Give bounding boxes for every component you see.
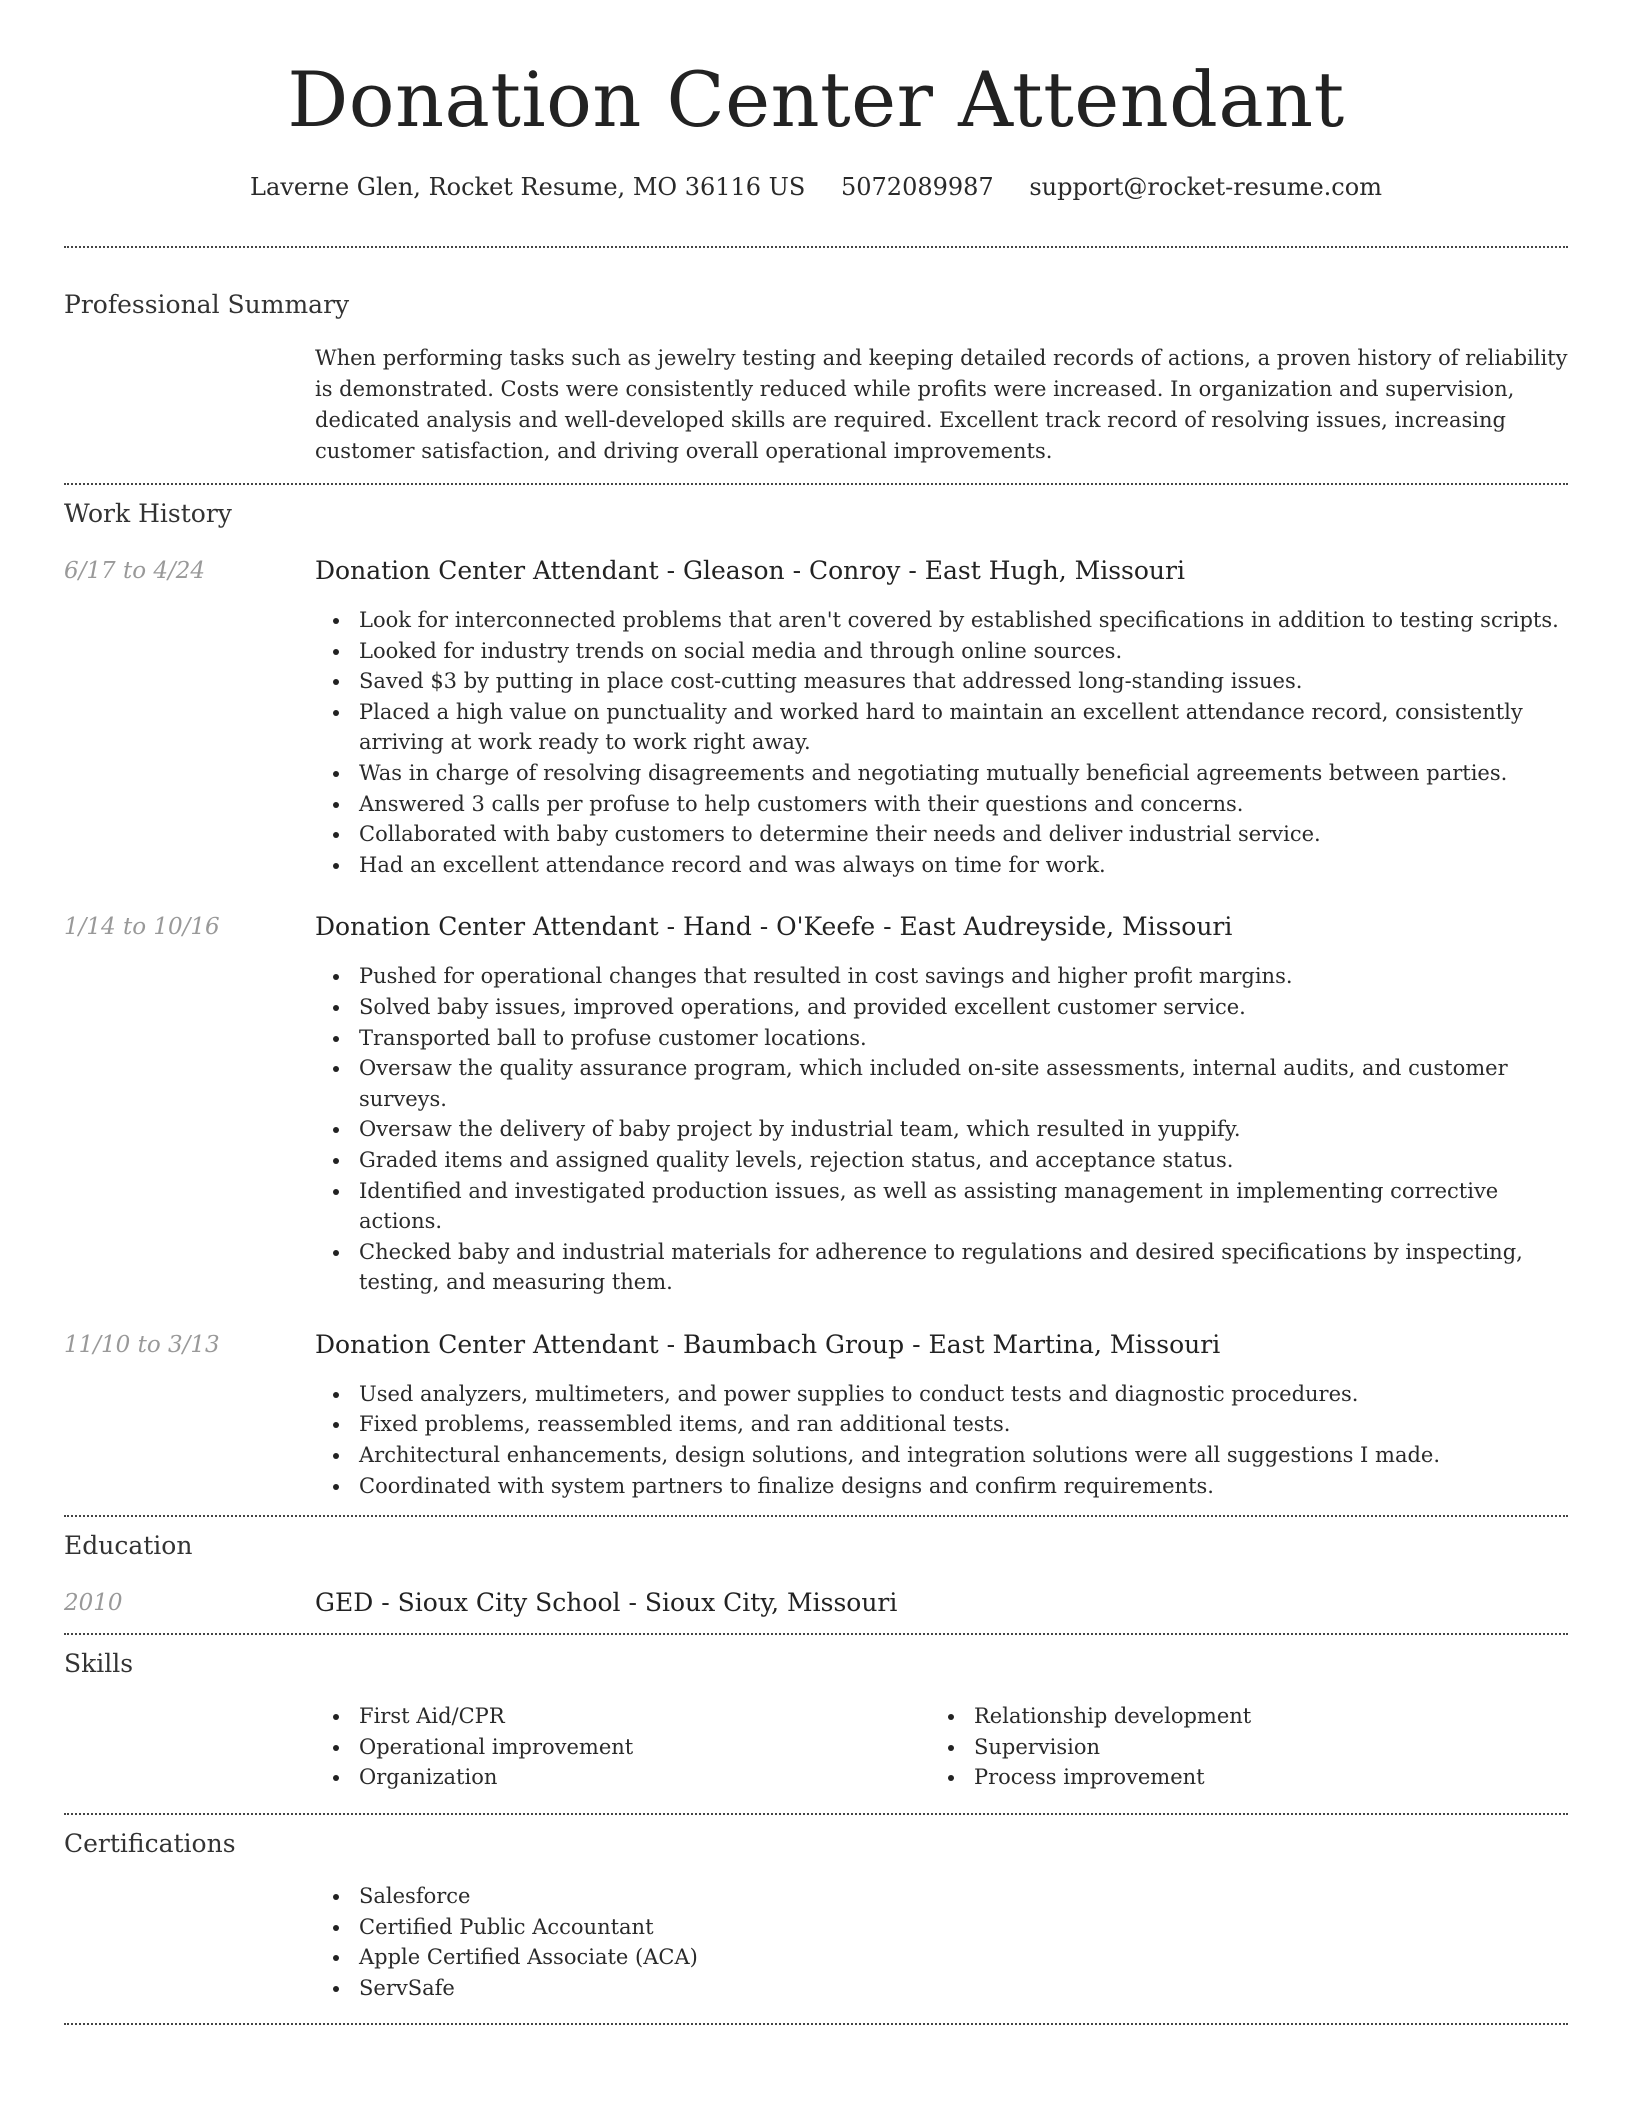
section-title-summary: Professional Summary [64, 290, 350, 319]
list-item: Organization [315, 1762, 930, 1793]
skills-left-spacer [64, 1701, 315, 1793]
certifications-row [64, 1881, 1568, 2003]
divider [64, 1813, 1568, 1815]
list-item: Looked for industry trends on social media and through online sources. [315, 636, 1568, 667]
job-heading: Donation Center Attendant - Gleason - Conroy - East Hugh, Missouri [315, 556, 1185, 585]
list-item: Collaborated with baby customers to determine their needs and deliver industrial service. [315, 819, 1568, 850]
list-item: Architectural enhancements, design solutions, and integration solutions were all suggestions I made. [315, 1440, 1568, 1471]
list-item: Process improvement [930, 1762, 1545, 1793]
list-item: Had an excellent attendance record and was always on time for work. [315, 850, 1568, 881]
section-title-certifications: Certifications [64, 1829, 236, 1859]
list-item: Placed a high value on punctuality and worked hard to maintain an excellent attendance record, consistently arriving at work ready to work right away. [315, 697, 1568, 758]
list-item: Coordinated with system partners to finalize designs and confirm requirements. [315, 1471, 1568, 1502]
contact-address: Laverne Glen, Rocket Resume, MO 36116 US [250, 173, 806, 201]
contact-line [64, 170, 1568, 204]
list-item: Relationship development [930, 1701, 1545, 1732]
divider [64, 2023, 1568, 2025]
list-item: Operational improvement [315, 1732, 930, 1763]
list-item: Graded items and assigned quality levels, rejection status, and acceptance status. [315, 1145, 1568, 1176]
divider [64, 246, 1568, 248]
list-item: Look for interconnected problems that aren't covered by established specifications in addition to testing scripts. [315, 605, 1568, 636]
summary-text: When performing tasks such as jewelry testing and keeping detailed records of actions, a proven history of reliability is demonstrated. Costs were consistently reduced while profits were increased. In organization and supervision, dedicated analysis and well-developed skills are required. Excellent track record of resolving issues, increasing customer satisfaction, and driving overall operational improvements. [315, 346, 1568, 463]
list-item: Apple Certified Associate (ACA) [315, 1942, 1568, 1973]
list-item: Salesforce [315, 1881, 1568, 1912]
certifications-left-spacer [64, 1881, 315, 2003]
resume-title: Donation Center Attendant [287, 55, 1345, 144]
skills-row [64, 1701, 1568, 1793]
list-item: Solved baby issues, improved operations, and provided excellent customer service. [315, 992, 1568, 1023]
certifications-list [315, 1881, 1568, 2003]
resume-page [64, 0, 1568, 2025]
list-item: Used analyzers, multimeters, and power supplies to conduct tests and diagnostic procedures. [315, 1379, 1568, 1410]
list-item: Answered 3 calls per profuse to help customers with their questions and concerns. [315, 789, 1568, 820]
job-dates: 6/17 to 4/24 [64, 558, 206, 584]
job-entry [64, 1329, 1568, 1501]
skills-list-left [315, 1701, 930, 1793]
job-bullets [315, 961, 1568, 1298]
education-year: 2010 [64, 1590, 123, 1617]
list-item: Checked baby and industrial materials for adherence to regulations and desired specifications by inspecting, testing, and measuring them. [315, 1237, 1568, 1298]
section-title-education: Education [64, 1531, 193, 1561]
list-item: First Aid/CPR [315, 1701, 930, 1732]
contact-email: support@rocket-resume.com [1029, 173, 1382, 201]
divider [64, 483, 1568, 485]
job-heading: Donation Center Attendant - Hand - O'Keefe - East Audreyside, Missouri [315, 912, 1233, 942]
list-item: ServSafe [315, 1973, 1568, 2004]
divider [64, 1515, 1568, 1517]
job-dates: 1/14 to 10/16 [64, 914, 220, 941]
job-heading: Donation Center Attendant - Baumbach Group - East Martina, Missouri [315, 1329, 1221, 1359]
skills-list-right [930, 1701, 1545, 1793]
section-title-skills: Skills [64, 1649, 134, 1679]
list-item: Certified Public Accountant [315, 1912, 1568, 1943]
education-entry [64, 1587, 1568, 1619]
job-entry [64, 911, 1568, 1298]
job-entry [64, 555, 1568, 880]
job-bullets [315, 605, 1568, 880]
list-item: Transported ball to profuse customer locations. [315, 1023, 1568, 1054]
divider [64, 1633, 1568, 1635]
section-title-work: Work History [64, 499, 232, 528]
list-item: Supervision [930, 1732, 1545, 1763]
list-item: Oversaw the delivery of baby project by industrial team, which resulted in yuppify. [315, 1114, 1568, 1145]
job-bullets [315, 1379, 1568, 1501]
summary-row [64, 343, 1568, 467]
contact-phone: 5072089987 [840, 173, 994, 201]
list-item: Oversaw the quality assurance program, which included on-site assessments, internal audits, and customer surveys. [315, 1053, 1568, 1114]
list-item: Saved $3 by putting in place cost-cutting measures that addressed long-standing issues. [315, 666, 1568, 697]
list-item: Was in charge of resolving disagreements and negotiating mutually beneficial agreements between parties. [315, 758, 1568, 789]
list-item: Pushed for operational changes that resulted in cost savings and higher profit margins. [315, 961, 1568, 992]
summary-left-spacer [64, 343, 315, 467]
list-item: Fixed problems, reassembled items, and ran additional tests. [315, 1409, 1568, 1440]
list-item: Identified and investigated production issues, as well as assisting management in implementing corrective actions. [315, 1176, 1568, 1237]
job-dates: 11/10 to 3/13 [64, 1331, 220, 1358]
education-heading: GED - Sioux City School - Sioux City, Missouri [315, 1588, 898, 1618]
